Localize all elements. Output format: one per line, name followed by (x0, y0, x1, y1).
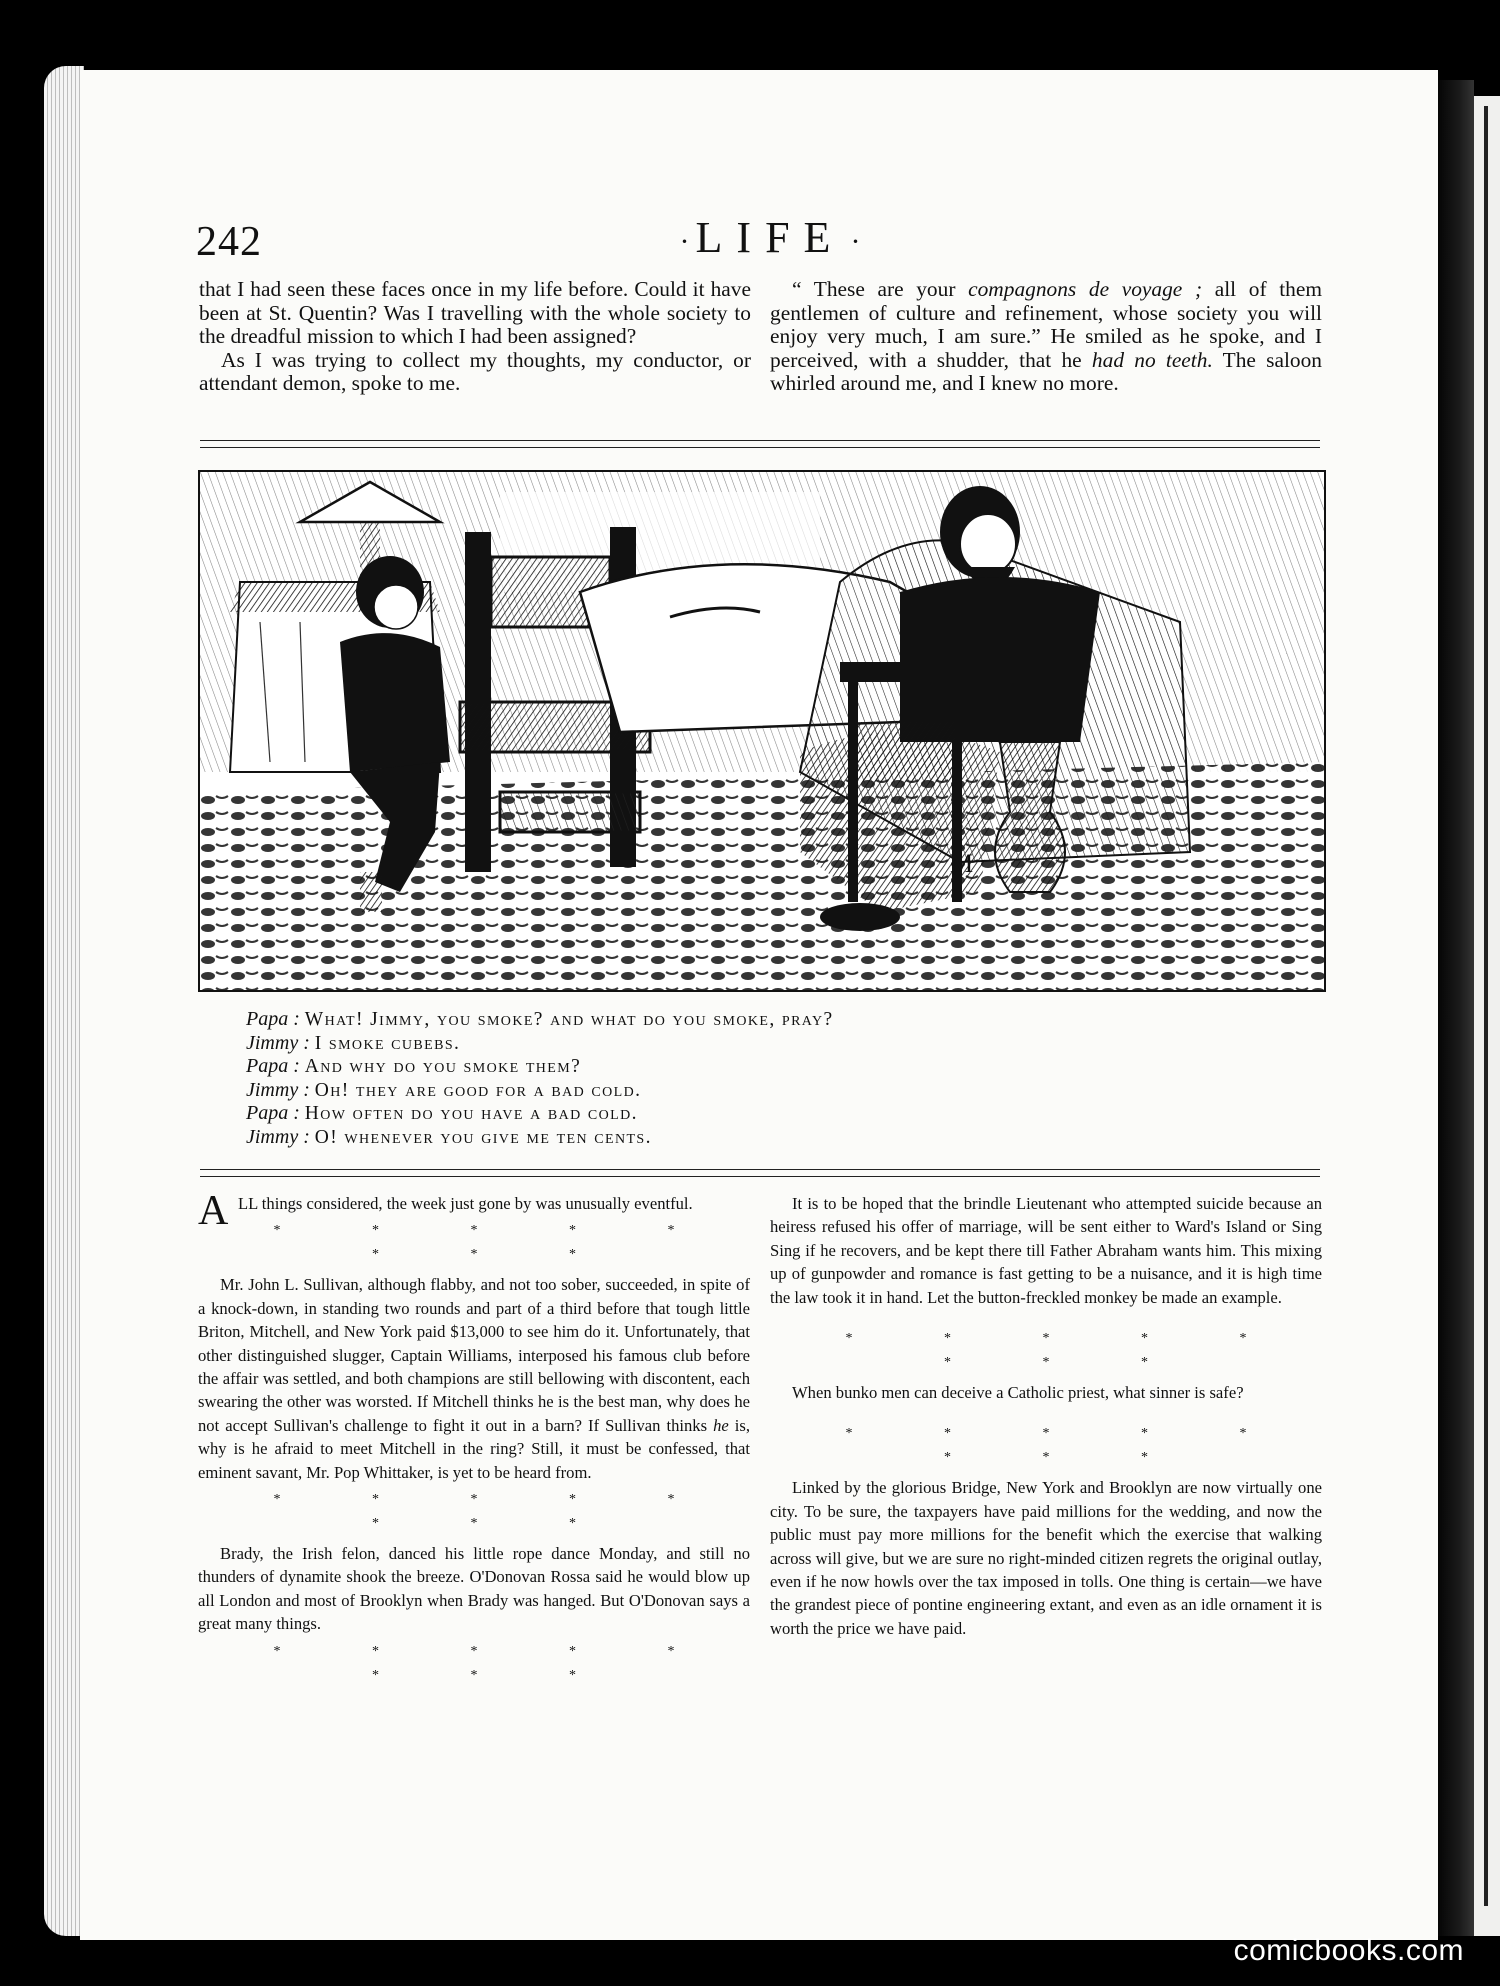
star-separator: * * * * * * * * (845, 1331, 1291, 1371)
dialogue-speech: What! Jimmy, you smoke? and what do you smoke, pray? (304, 1009, 834, 1030)
page-number: 242 (196, 219, 262, 265)
dialogue-speech: How often do you have a bad cold. (304, 1103, 638, 1125)
story-text: The saloon whirled around me, and I knew no more. (770, 347, 1322, 395)
book-page-edges (44, 66, 84, 1936)
editorial-text: Mr. John L. Sullivan, although flabby, and not too sober, succeeded, in spite of a knock-down, in standing two rounds and part of a third before that tough little Briton, Mitchell, and New York paid $13,000 to see him do it. Unfortunately, that other distinguished slugger, Captain Williams, interposed his famous club before the affair was settled, and both champions are still bellowing with discontent, each swearing the other was worsted. If Mitchell thinks he is the best man, why does he not accept Sullivan's challenge to fight it out in a barn? If Sullivan thinks (198, 1275, 750, 1435)
dialogue-speech: Oh! they are good for a bad cold. (314, 1079, 642, 1101)
star-separator: * * * * * * * * (845, 1426, 1291, 1466)
dialogue-speech: O! whenever you give me ten cents. (314, 1126, 652, 1148)
masthead-dot-right: · (850, 224, 861, 258)
dialogue-line (246, 1102, 1086, 1126)
editorial-italic-text: he (713, 1415, 729, 1435)
dialogue-speaker: Jimmy : (246, 1125, 310, 1148)
editorial-paragraph: Brady, the Irish felon, danced his little rope dance Monday, and still no thunders of dynamite shook the breeze. O'Donovan Rossa said he would blow up all London and most of Brooklyn when Brady was hanged. But O'Donovan says a great many things. (198, 1544, 750, 1634)
story-text: all of them gentlemen of culture and refinement, whose society you will enjoy very much, I am sure.” He smiled as he spoke, and I perceived, with a shudder, that he (770, 277, 1322, 372)
star-separator: * * * * * * * * (273, 1643, 719, 1683)
dialogue-line (246, 1126, 1086, 1150)
story-paragraph: that I had seen these faces once in my life before. Could it have been at St. Quentin? Was I travelling with the whole society to the dreadful mission to which I had been assigned? (199, 277, 751, 348)
masthead-title: LIFE (695, 213, 845, 262)
story-right-column (770, 278, 1322, 396)
star-separator: * * * * * * * * (273, 1492, 719, 1532)
dialogue-line (246, 1032, 1086, 1056)
masthead-dot-left: · (679, 224, 690, 258)
story-italic-text: compagnons de voyage ; (968, 277, 1203, 301)
dialogue-speech: I smoke cubebs. (314, 1032, 461, 1054)
editorial-right-column (770, 1192, 1322, 1640)
book-gutter (1438, 80, 1474, 1936)
artist-signature: M (950, 849, 974, 878)
dialogue-line (246, 1008, 1086, 1032)
section-divider (200, 1169, 1320, 1177)
editorial-text: LL things considered, the week just gone by was unusually eventful. (238, 1194, 693, 1213)
cartoon-caption (246, 1008, 1086, 1150)
star-separator: * * * * * * * * (273, 1223, 719, 1263)
drop-cap: A (198, 1188, 229, 1234)
engraving-drawing (200, 472, 1324, 990)
dialogue-speaker: Papa : (246, 1008, 300, 1030)
story-italic-text: had no teeth. (1091, 347, 1213, 372)
dialogue-line (246, 1079, 1086, 1103)
story-left-column (199, 278, 751, 396)
editorial-paragraph: It is to be hoped that the brindle Lieutenant who attempted suicide because an heiress refused his offer of marriage, will be sent either to Ward's Island or Sing Sing if he recovers, and be kept there till Father Abraham wants him. This mixing up of gunpowder and romance is fast getting to be a nuisance, and it is high time the law took it in hand. Let the button-freckled monkey be made an example. (770, 1194, 1322, 1307)
dialogue-speech: And why do you smoke them? (304, 1056, 582, 1078)
dialogue-speaker: Papa : (246, 1055, 300, 1078)
story-paragraph (770, 278, 1322, 396)
dialogue-speaker: Jimmy : (246, 1031, 310, 1054)
dialogue-line (246, 1055, 1086, 1079)
editorial-text: is, why is he afraid to meet Mitchell in the ring? Still, it must be confessed, that eminent savant, Mr. Pop Whittaker, is yet to be heard from. (198, 1415, 750, 1482)
dialogue-speaker: Papa : (246, 1102, 300, 1125)
masthead (620, 212, 920, 263)
editorial-paragraph (198, 1188, 750, 1234)
site-watermark: comicbooks.com (1233, 1934, 1464, 1967)
cartoon-illustration (198, 470, 1326, 992)
editorial-paragraph: When bunko men can deceive a Catholic priest, what sinner is safe? (792, 1383, 1244, 1403)
story-paragraph: As I was trying to collect my thoughts, my conductor, or attendant demon, spoke to me. (199, 347, 751, 395)
dialogue-speaker: Jimmy : (246, 1078, 310, 1101)
story-text: “ These are your (792, 277, 969, 301)
section-divider (200, 440, 1320, 448)
editorial-left-column (198, 1188, 750, 1694)
next-page-edge (1474, 96, 1500, 1936)
floor-vase (995, 742, 1065, 892)
editorial-paragraph (198, 1273, 750, 1484)
editorial-paragraph: Linked by the glorious Bridge, New York and Brooklyn are now virtually one city. To be sure, the taxpayers have paid millions for the wedding, and now the public must pay more millions for the benefit which the exercise that walking across will give, but we are sure no right-minded citizen regrets the original outlay, even if he now howls over the tax imposed in tolls. One thing is certain—we have the grandest piece of pontine engineering extant, and even as an idle ornament it is worth the price we have paid. (770, 1478, 1322, 1638)
